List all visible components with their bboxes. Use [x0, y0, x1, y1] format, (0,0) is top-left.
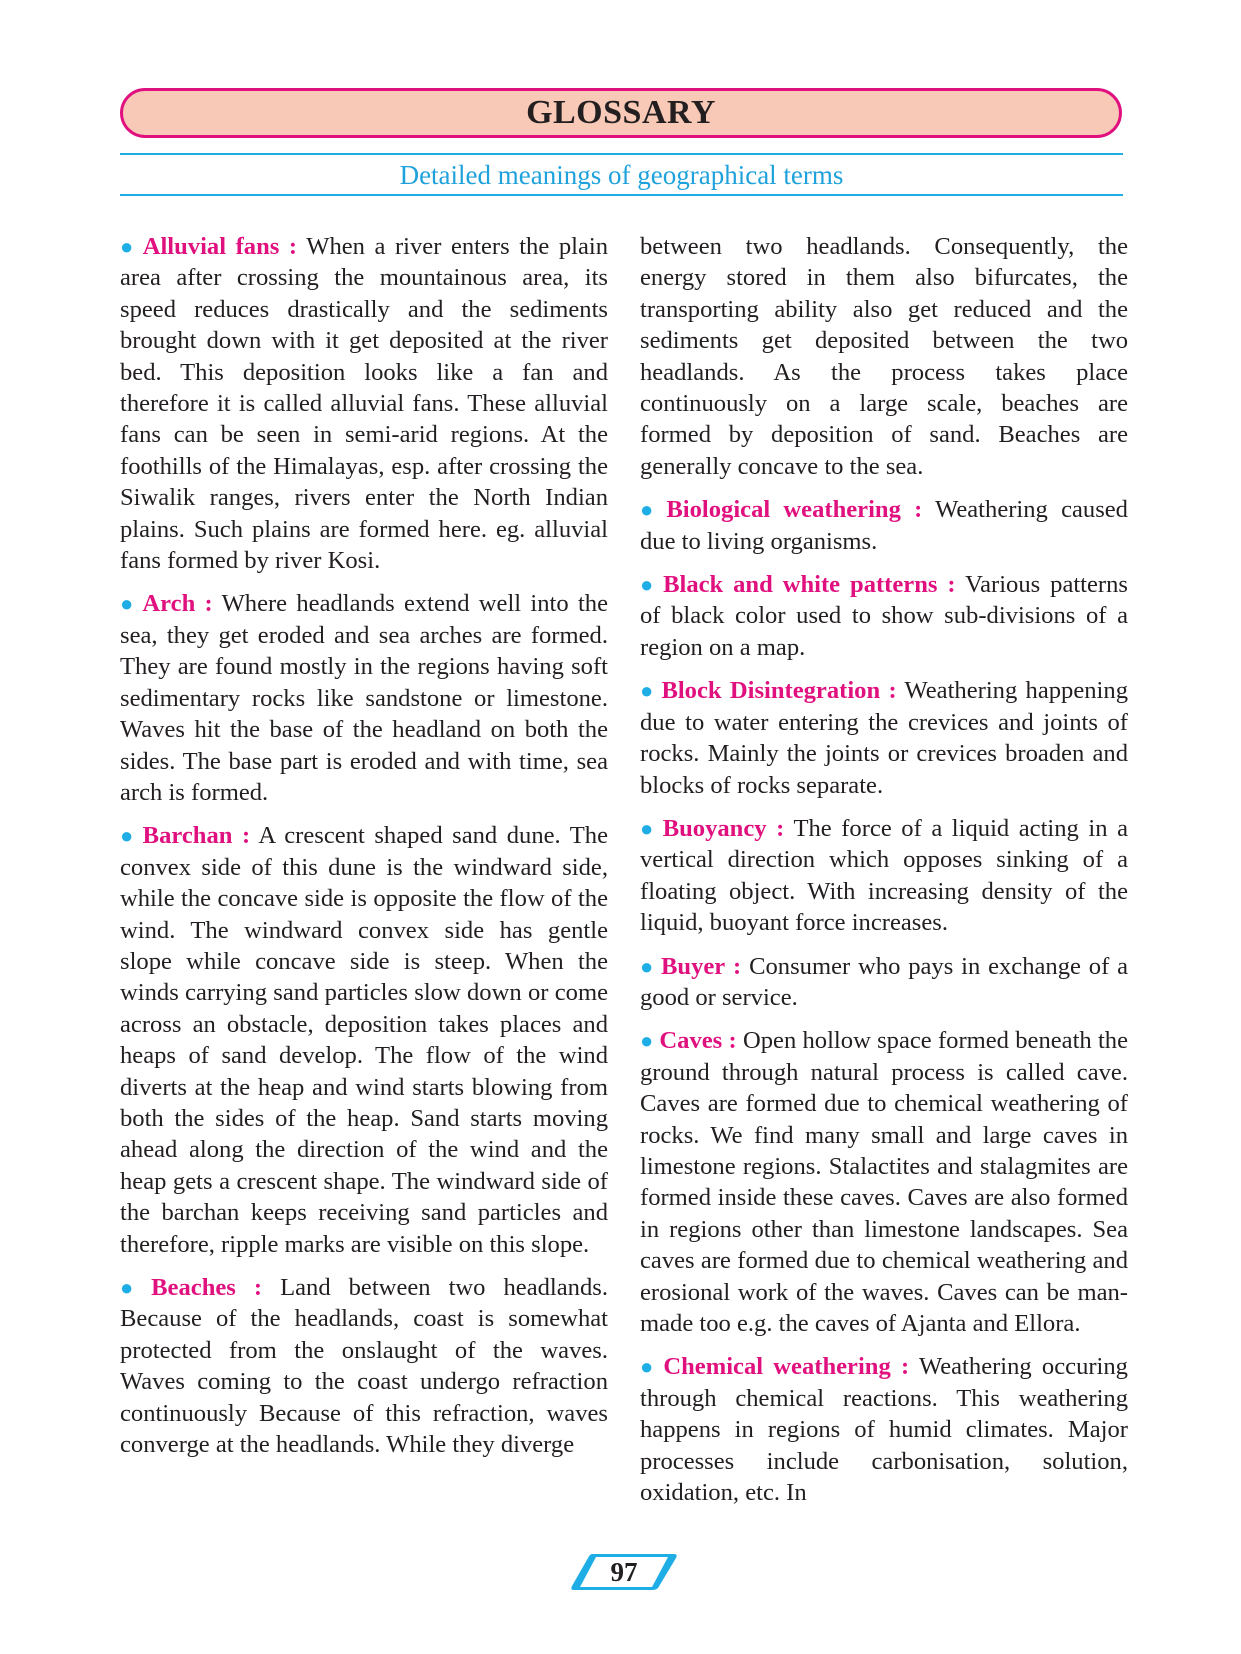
entry-separator: :	[253, 1274, 263, 1301]
bullet-icon: ●	[640, 1354, 658, 1380]
bullet-icon: ●	[640, 572, 658, 598]
entry-definition: Land between two headlands. Because of the headlands, coast is somewhat protected from the onslaught of the waves. Waves coming to the coast undergo refraction continuously Because of this refraction, waves converge at the headlands. While they diverge	[120, 1274, 608, 1459]
page-number: 97	[610, 1557, 638, 1587]
subtitle-top-rule	[120, 153, 1123, 155]
page-title: GLOSSARY	[526, 94, 716, 131]
bullet-icon: ●	[640, 497, 661, 523]
entry-definition: Where headlands extend well into the sea, they get eroded and sea arches are formed. They are found mostly in the regions having soft sedimentary rocks like sandstone or limestone. Waves hit the base of the headland on both the sides. The base part is eroded and with time, sea arch is formed.	[120, 590, 608, 806]
bullet-icon: ●	[120, 234, 137, 259]
entry-term: Beaches	[151, 1274, 236, 1301]
entry-term: Alluvial fans	[142, 233, 280, 260]
entry-separator: :	[288, 233, 298, 260]
entry-term: Barchan	[142, 822, 233, 850]
bullet-icon: ●	[640, 1028, 654, 1054]
entry-definition: Weathering occuring through chemical reactions. This weathering happens in regions of humid climates. Major processes include carbonisation, solution, oxidation, etc. In	[640, 1353, 1128, 1507]
bullet-icon: ●	[120, 591, 137, 617]
entry-separator: :	[901, 1353, 910, 1381]
entry-definition: When a river enters the plain area after crossing the mountainous area, its speed reduces drastically and the sediments brought down with it get deposited at the river bed. This deposition looks like a fan and therefore it is called alluvial fans. These alluvial fans can be seen in semi-arid regions. At the foothills of the Himalayas, esp. after crossing the Siwalik ranges, rivers enter the North Indian plains. Such plains are formed here. eg. alluvial fans formed by river Kosi.	[120, 233, 608, 575]
bullet-icon: ●	[640, 953, 655, 979]
entry-term: Black and white patterns	[663, 571, 938, 599]
page-number-badge	[570, 1552, 678, 1592]
entry-term: Block Disintegration	[661, 677, 881, 705]
glossary-entry-caves	[640, 1025, 1128, 1339]
entry-term: Buoyancy	[662, 814, 767, 842]
glossary-entry-chemical-weathering	[640, 1351, 1128, 1508]
entry-definition: A crescent shaped sand dune. The convex side of this dune is the windward side, while the concave side is opposite the flow of the wind. The windward convex side has gentle slope while concave side is steep. When the winds carrying sand particles slow down or come across an obstacle, deposition takes places and heaps of sand develop. The flow of the wind diverts at the heap and wind starts blowing from both the sides of the heap. Sand starts moving ahead along the direction of the wind and the heap gets a crescent shape. The windward side of the barchan keeps receiving sand particles and therefore, ripple marks are visible on this slope.	[120, 822, 609, 1258]
entry-separator: :	[241, 822, 251, 850]
entry-term: Biological weathering	[666, 496, 901, 524]
bullet-icon: ●	[120, 823, 137, 849]
entry-term: Caves	[659, 1027, 723, 1055]
glossary-entry-alluvial-fans	[120, 231, 608, 576]
glossary-entry-biological-weathering	[640, 494, 1128, 557]
left-column	[120, 231, 608, 1472]
bullet-icon: ●	[120, 1275, 146, 1300]
entry-term: Buyer	[660, 952, 726, 980]
subtitle-bottom-rule	[120, 194, 1123, 196]
entry-separator: :	[888, 677, 897, 705]
entry-definition: Weathering caused due to living organisms.	[640, 496, 1128, 555]
glossary-entry-barchan	[120, 820, 608, 1260]
glossary-entry-arch	[120, 588, 608, 808]
entry-definition: The force of a liquid acting in a vertical direction which opposes sinking of a floating object. With increasing density of the liquid, buoyant force increases.	[640, 814, 1128, 937]
glossary-entry-black-and-white-patterns	[640, 569, 1128, 663]
glossary-entry-buyer	[640, 951, 1128, 1014]
entry-separator: :	[914, 496, 923, 524]
glossary-entry-buoyancy	[640, 813, 1128, 939]
entry-term: Chemical weathering	[663, 1353, 891, 1381]
right-column	[640, 231, 1128, 1520]
bullet-icon: ●	[640, 678, 656, 704]
entry-definition: Open hollow space formed beneath the ground through natural process is called cave. Caves are formed due to chemical weathering of rocks. We find many small and large caves in limestone regions. Stalactites and stalagmites are formed inside these caves. Caves are also formed in regions other than limestone landscapes. Sea caves are formed due to chemical weathering and erosional work of the waves. Caves can be man-made too e.g. the caves of Ajanta and Ellora.	[640, 1027, 1129, 1337]
glossary-entry-beaches	[120, 1272, 608, 1460]
entry-separator: :	[947, 571, 956, 599]
bullet-icon: ●	[640, 815, 657, 841]
entry-separator: :	[204, 590, 213, 618]
entry-separator: :	[733, 952, 742, 980]
entry-separator: :	[776, 814, 785, 842]
glossary-entry-block-disintegration	[640, 675, 1128, 801]
glossary-title-box	[120, 88, 1122, 138]
entry-term: Arch	[142, 590, 196, 618]
entry-definition: Weathering happening due to water entering the crevices and joints of rocks. Mainly the joints or crevices broaden and blocks of rocks separate.	[640, 677, 1128, 799]
entry-definition: Consumer who pays in exchange of a good or service.	[640, 952, 1129, 1011]
entry-definition: Various patterns of black color used to show sub-divisions of a region on a map.	[640, 571, 1128, 661]
page-subtitle: Detailed meanings of geographical terms	[399, 160, 844, 190]
entry-separator: :	[728, 1027, 737, 1055]
beaches-continuation: between two headlands. Consequently, the energy stored in them also bifurcates, the transporting ability also get reduced and the sediments get deposited between the two headlands. As the process takes place continuously on a large scale, beaches are formed by deposition of sand. Beaches are generally concave to the sea.	[640, 233, 1128, 480]
